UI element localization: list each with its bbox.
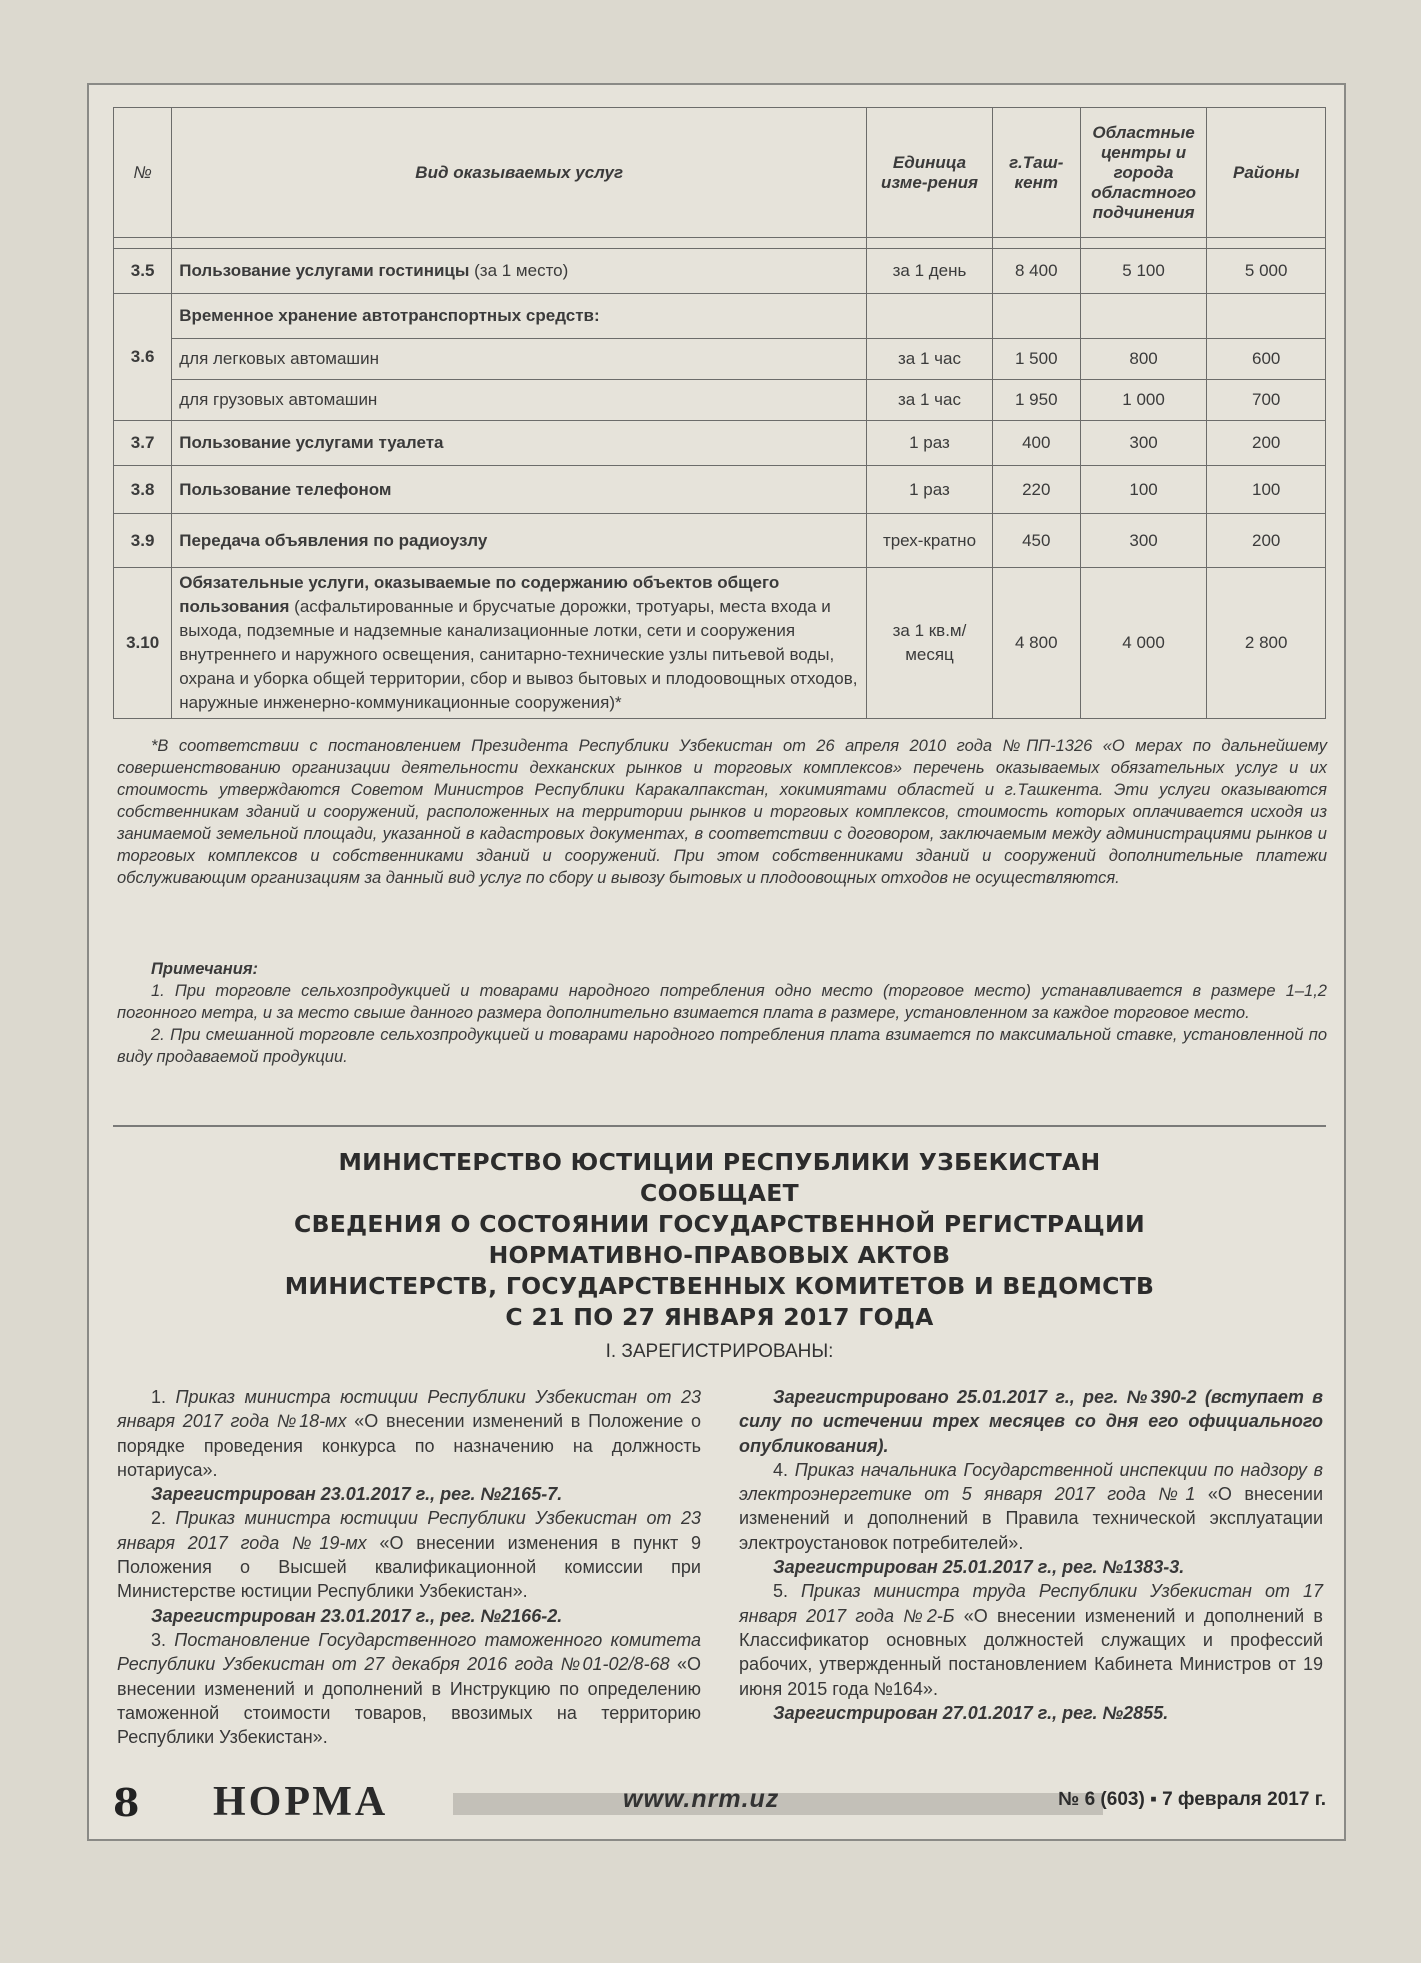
table-header-row (114, 108, 1326, 238)
row-tashkent: 8 400 (992, 249, 1080, 294)
row-service (172, 249, 867, 294)
list-item (117, 1628, 701, 1749)
headline-line: С 21 ПО 27 ЯНВАРЯ 2017 ГОДА (505, 1303, 934, 1331)
section-divider (113, 1125, 1326, 1127)
entry-registration: Зарегистрирован 27.01.2017 г., рег. №2855. (773, 1702, 1169, 1723)
service-name-rest: (асфальтированные и брусчатые дорожки, тротуары, места входа и выхода, подземные и надземные канализационные лотки, сети и сооружения внутреннего и наружного освещения, санитарно-технические узлы питьевой воды, охрана и уборка общей территории, сбор и вывоз бытовых и плодоовощных отходов, наружные инженерно-коммуникационные сооружения)* (179, 597, 858, 712)
row-districts: 600 (1207, 339, 1326, 380)
header-no: № (114, 108, 172, 238)
entry-number: 4. (773, 1459, 795, 1480)
table-row (114, 380, 1326, 421)
headline-line: СВЕДЕНИЯ О СОСТОЯНИИ ГОСУДАРСТВЕННОЙ РЕГИСТРАЦИИ (294, 1210, 1145, 1238)
row-regional: 1 000 (1080, 380, 1207, 421)
table-row (114, 339, 1326, 380)
page-footer (113, 1775, 1326, 1835)
headline-line: НОРМАТИВНО-ПРАВОВЫХ АКТОВ (488, 1241, 951, 1269)
row-regional: 5 100 (1080, 249, 1207, 294)
row-service: Временное хранение автотранспортных средств: (172, 294, 867, 339)
row-districts: 2 800 (1207, 568, 1326, 719)
service-name-rest: (за 1 место) (469, 261, 569, 280)
header-service: Вид оказываемых услуг (172, 108, 867, 238)
list-item (117, 1385, 701, 1482)
entry-document: Приказ министра труда Республики Узбекистан от 17 января 2017 года №2-Б (739, 1581, 1323, 1626)
headline-line: МИНИСТЕРСТВО ЮСТИЦИИ РЕСПУБЛИКИ УЗБЕКИСТАН (338, 1148, 1101, 1176)
table-row (114, 294, 1326, 339)
row-districts: 100 (1207, 466, 1326, 514)
row-tashkent: 450 (992, 514, 1080, 568)
entry-document: Приказ министра юстиции Республики Узбекистан от 23 января 2017 года №18-мх (117, 1387, 702, 1432)
entry-title: «О внесении изменений и дополнений в Правила технической эксплуатации электроустановок потребителей». (739, 1484, 1324, 1553)
row-no: 3.8 (114, 466, 172, 514)
service-name-bold: Пользование услугами гостиницы (179, 261, 470, 280)
table-row (114, 568, 1326, 719)
row-districts: 200 (1207, 421, 1326, 466)
row-regional: 300 (1080, 421, 1207, 466)
row-unit: за 1 кв.м/ месяц (867, 568, 993, 719)
entry-registration: Зарегистрирован 25.01.2017 г., рег. №1383-3. (773, 1557, 1185, 1578)
header-tashkent: г.Таш-кент (992, 108, 1080, 238)
row-regional: 100 (1080, 466, 1207, 514)
row-districts: 200 (1207, 514, 1326, 568)
row-service: для легковых автомашин (172, 339, 867, 380)
row-service: Передача объявления по радиоузлу (172, 514, 867, 568)
row-unit: за 1 час (867, 339, 993, 380)
row-tashkent: 1 500 (992, 339, 1080, 380)
entry-title: «О внесении изменений и дополнений в Инструкцию по определению таможенной стоимости товаров, ввозимых на территорию Республики Узбекистан». (117, 1654, 702, 1748)
header-regional: Областные центры и города областного подчинения (1080, 108, 1207, 238)
row-tashkent: 4 800 (992, 568, 1080, 719)
note-item: 2. При смешанной торговле сельхозпродукцией и товарами народного потребления плата взимается по максимальной ставке, установленной по виду продаваемой продукции. (117, 1026, 1327, 1066)
row-districts: 5 000 (1207, 249, 1326, 294)
row-no: 3.6 (114, 294, 172, 421)
notes-block (117, 958, 1327, 1068)
table-row (114, 514, 1326, 568)
note-item: 1. При торговле сельхозпродукцией и товарами народного потребления одно место (торговое место) устанавливается в размере 1–1,2 погонного метра, и за место свыше данного размера дополнительно взимается плата в размере, установленном за каждое торговое место. (117, 982, 1327, 1022)
left-column (117, 1385, 701, 1749)
entry-number: 3. (151, 1629, 175, 1650)
row-service: для грузовых автомашин (172, 380, 867, 421)
row-no: 3.7 (114, 421, 172, 466)
right-column (739, 1385, 1323, 1725)
row-unit: за 1 час (867, 380, 993, 421)
headline-line: МИНИСТЕРСТВ, ГОСУДАРСТВЕННЫХ КОМИТЕТОВ И ВЕДОМСТВ (284, 1272, 1155, 1300)
entry-title: «О внесении изменения в пункт 9 Положения о Высшей квалификационной комиссии при Министерстве юстиции Республики Узбекистан». (117, 1532, 701, 1602)
header-districts: Районы (1207, 108, 1326, 238)
entry-number: 2. (151, 1508, 176, 1529)
entry-title: «О внесении изменений и дополнений в Классификатор основных должностей служащих и профессий рабочих, утвержденный постановлением Кабинета Министров от 19 июня 2015 года №164». (739, 1605, 1323, 1699)
entry-document: Приказ начальника Государственной инспекции по надзору в электроэнергетике от 5 января 2017 года №1 (739, 1459, 1323, 1505)
issue-info: № 6 (603) ▪ 7 февраля 2017 г. (1058, 1789, 1326, 1810)
section-title: I. ЗАРЕГИСТРИРОВАНЫ: (605, 1341, 834, 1362)
tariff-table (113, 107, 1326, 719)
row-unit: за 1 день (867, 249, 993, 294)
website-link[interactable]: www.nrm.uz (623, 1785, 780, 1813)
newspaper-page (87, 83, 1346, 1841)
list-item (739, 1579, 1323, 1700)
entry-document: Приказ министра юстиции Республики Узбекистан от 23 января 2017 года №19-мх (117, 1508, 702, 1553)
list-item (739, 1458, 1323, 1555)
row-unit: 1 раз (867, 466, 993, 514)
row-regional: 300 (1080, 514, 1207, 568)
row-no: 3.10 (114, 568, 172, 719)
page-number: 8 (113, 1780, 140, 1825)
service-name-bold: Обязательные услуги, оказываемые по содержанию объектов общего пользования (179, 573, 780, 616)
table-row (114, 249, 1326, 294)
newspaper-logo: НОРМА (213, 1779, 389, 1825)
row-tashkent: 400 (992, 421, 1080, 466)
row-service: Пользование телефоном (172, 466, 867, 514)
entry-number: 1. (151, 1387, 176, 1407)
row-tashkent: 220 (992, 466, 1080, 514)
row-service: Пользование услугами туалета (172, 421, 867, 466)
entry-registration: Зарегистрирован 23.01.2017 г., рег. №2165-7. (151, 1484, 563, 1505)
headline-line: СООБЩАЕТ (640, 1179, 799, 1207)
row-unit: трех-кратно (867, 514, 993, 568)
row-no: 3.9 (114, 514, 172, 568)
row-service (172, 568, 867, 719)
row-no: 3.5 (114, 249, 172, 294)
row-unit: 1 раз (867, 421, 993, 466)
list-item (117, 1506, 701, 1603)
table-footnote: *В соответствии с постановлением Президента Республики Узбекистан от 26 апреля 2010 года №ПП-1326 «О мерах по дальнейшему совершенствованию организации деятельности дехканских рынков и торговых комплексов» перечень оказываемых обязательных услуг и их стоимость утверждаются Советом Министров Республики Каракалпакстан, хокимиятами областей и г.Ташкента. Эти услуги оказываются собственникам зданий и сооружений, расположенных на территории рынков и торговых комплексов, стоимость которых оплачивается исходя из занимаемой земельной площади, указанной в кадастровых документах, в соответствии с договором, заключаемым между администрациями рынков и торговых комплексов и собственниками зданий и сооружений. При этом собственниками зданий и сооружений дополнительные платежи обслуживающим организациям за данный вид услуг по сбору и вывозу бытовых и плодоовощных отходов не осуществляются. (117, 737, 1327, 887)
entry-document: Постановление Государственного таможенного комитета Республики Узбекистан от 27 декабря 2016 года №01-02/8-68 (117, 1629, 701, 1675)
entry-title: «О внесении изменений в Положение о порядке проведения конкурса по назначению на должность нотариуса». (117, 1411, 702, 1480)
entry-registration: Зарегистрировано 25.01.2017 г., рег. №390-2 (вступает в силу по истечении трех месяцев со дня его официального опубликования). (739, 1387, 1323, 1456)
entry-registration: Зарегистрирован 23.01.2017 г., рег. №2166-2. (151, 1605, 563, 1626)
table-row (114, 421, 1326, 466)
row-regional: 4 000 (1080, 568, 1207, 719)
row-regional: 800 (1080, 339, 1207, 380)
table-row (114, 466, 1326, 514)
article-headline (113, 1147, 1326, 1333)
header-unit: Единица изме-рения (867, 108, 993, 238)
notes-header: Примечания: (151, 960, 259, 978)
row-tashkent: 1 950 (992, 380, 1080, 421)
table-spacer-row (114, 238, 1326, 249)
entry-number: 5. (773, 1581, 802, 1602)
row-districts: 700 (1207, 380, 1326, 421)
